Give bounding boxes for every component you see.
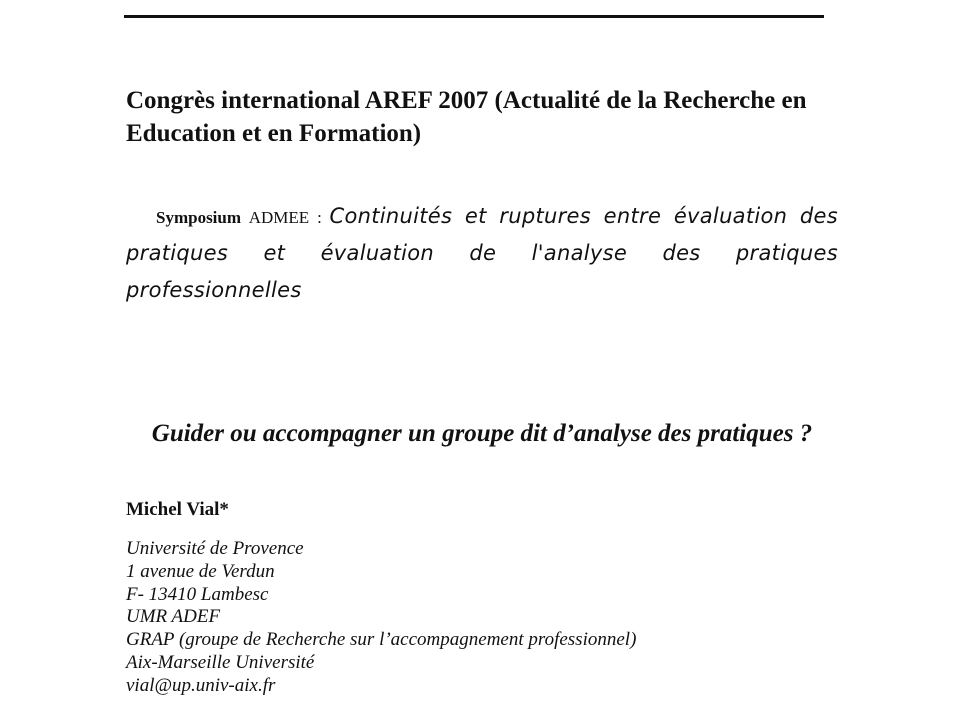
- affiliation-research-unit: UMR ADEF: [126, 606, 221, 628]
- conference-title: Congrès international AREF 2007 (Actualité de la Recherche en Education et en Formation): [126, 87, 807, 147]
- symposium-organizer: ADMEE :: [248, 208, 322, 227]
- affiliation-institution: Aix-Marseille Université: [126, 651, 315, 673]
- symposium-title: Continuités et ruptures entre évaluation des pratiques et évaluation de l'analyse des pratiques professionnelles: [126, 204, 839, 302]
- affiliation-university: Université de Provence: [126, 538, 304, 559]
- paper-title: Guider ou accompagner un groupe dit d’analyse des pratiques ?: [151, 420, 813, 447]
- affiliation-block: [126, 538, 636, 698]
- symposium-label: Symposium: [156, 208, 242, 227]
- affiliation-email: vial@up.univ-aix.fr: [126, 674, 276, 696]
- symposium-line: [126, 199, 838, 310]
- affiliation-street: 1 avenue de Verdun: [126, 560, 275, 582]
- author-name: Michel Vial*: [126, 499, 229, 520]
- affiliation-research-group: GRAP (groupe de Recherche sur l’accompagnement professionnel): [126, 629, 637, 651]
- affiliation-postal-city: F- 13410 Lambesc: [126, 583, 269, 605]
- header-rule: [124, 15, 824, 18]
